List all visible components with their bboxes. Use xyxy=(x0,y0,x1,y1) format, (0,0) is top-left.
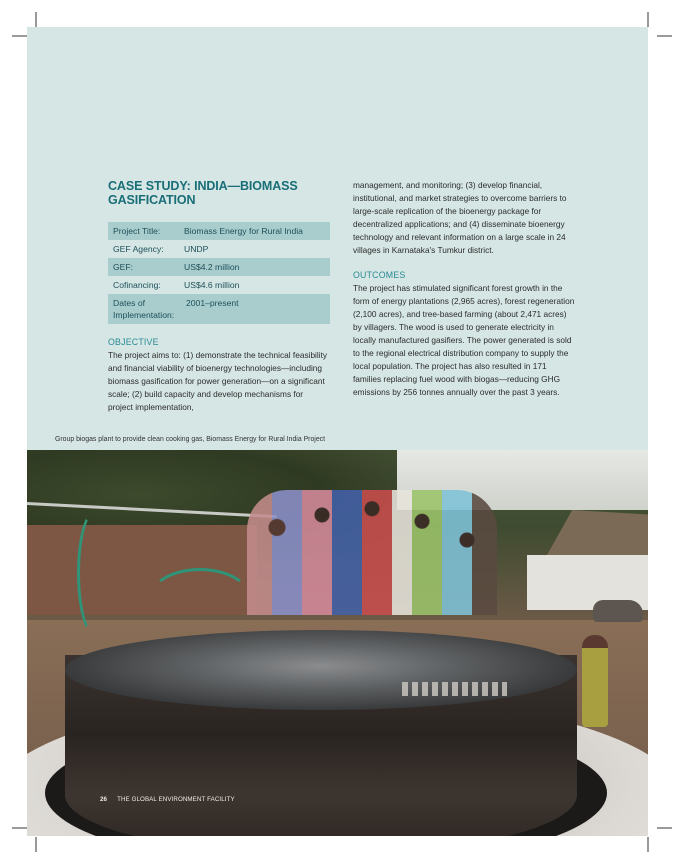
page-footer xyxy=(100,796,235,803)
table-row xyxy=(108,240,330,258)
photo-hose xyxy=(147,568,253,634)
crop-mark xyxy=(12,827,27,829)
fact-value: Biomass Energy for Rural India xyxy=(179,222,330,240)
biogas-plant-photo xyxy=(27,450,648,836)
crop-mark xyxy=(657,827,672,829)
fact-value: 2001–present xyxy=(179,294,330,324)
objective-text-right: management, and monitoring; (3) develop financial, institutional, and market strategies to overcome barriers to large-scale replication of the bioenergy package for decentralized applications; and (4) disseminate bioenergy technology and relevant information on a large scale in 24 villages in Karnataka's Tumkur district. xyxy=(353,180,567,255)
fact-value: US$4.2 million xyxy=(179,258,330,276)
page-number: 26 xyxy=(100,796,108,803)
fact-label: GEF Agency: xyxy=(113,244,164,254)
fact-label: Cofinancing: xyxy=(113,280,161,290)
project-facts-table xyxy=(108,222,330,324)
objective-text-left: The project aims to: (1) demonstrate the technical feasibility and financial viability of bioenergy technologies—including biomass gasification for power generation—on a significant scale; (2) build capacity and develop mechanisms for project implementation, xyxy=(108,350,328,412)
fact-label: GEF: xyxy=(108,258,179,276)
crop-mark xyxy=(657,35,672,37)
crop-mark xyxy=(647,12,649,27)
document-page xyxy=(27,27,648,836)
photo-caption: Group biogas plant to provide clean cooking gas, Biomass Energy for Rural India Project xyxy=(55,436,326,443)
crop-mark xyxy=(35,837,37,852)
case-study-heading: CASE STUDY: INDIA—BIOMASS GASIFICATION xyxy=(108,179,298,207)
photo-hut-roof xyxy=(547,510,648,555)
table-row xyxy=(108,276,330,294)
photo-girl xyxy=(582,635,608,727)
photo-cow xyxy=(593,600,643,622)
table-row xyxy=(108,258,330,276)
outcomes-text: The project has stimulated significant forest growth in the form of energy plantations (2,965 acres), forest regeneration (2,100 acres), and tree-based farming (about 2,471 acres) by villagers. The wood is used to generate electricity in locally manufactured gasifiers. The power generated is sold to the regional electrical distribution company to supply the local population. The project has also resulted in 171 families replacing fuel wood with biogas—reducing GHG emissions by 256 tonnes annually over the past 3 years. xyxy=(353,283,575,397)
crop-mark xyxy=(647,837,649,852)
outcomes-heading: OUTCOMES xyxy=(353,270,406,280)
objective-heading: OBJECTIVE xyxy=(108,337,159,347)
fact-label: Project Title: xyxy=(108,222,179,240)
fact-value: US$4.6 million xyxy=(184,280,240,290)
crop-mark xyxy=(12,35,27,37)
publication-title: THE GLOBAL ENVIRONMENT FACILITY xyxy=(117,796,235,803)
table-row xyxy=(108,294,330,324)
photo-tank-dome xyxy=(65,630,577,710)
fact-label: Dates of Implementation: xyxy=(108,294,179,324)
fact-value: UNDP xyxy=(184,244,209,254)
crop-mark xyxy=(35,12,37,27)
table-row xyxy=(108,222,330,240)
photo-tank-lettering xyxy=(402,682,507,696)
photo-villagers xyxy=(247,490,497,615)
photo-hose xyxy=(77,510,113,636)
